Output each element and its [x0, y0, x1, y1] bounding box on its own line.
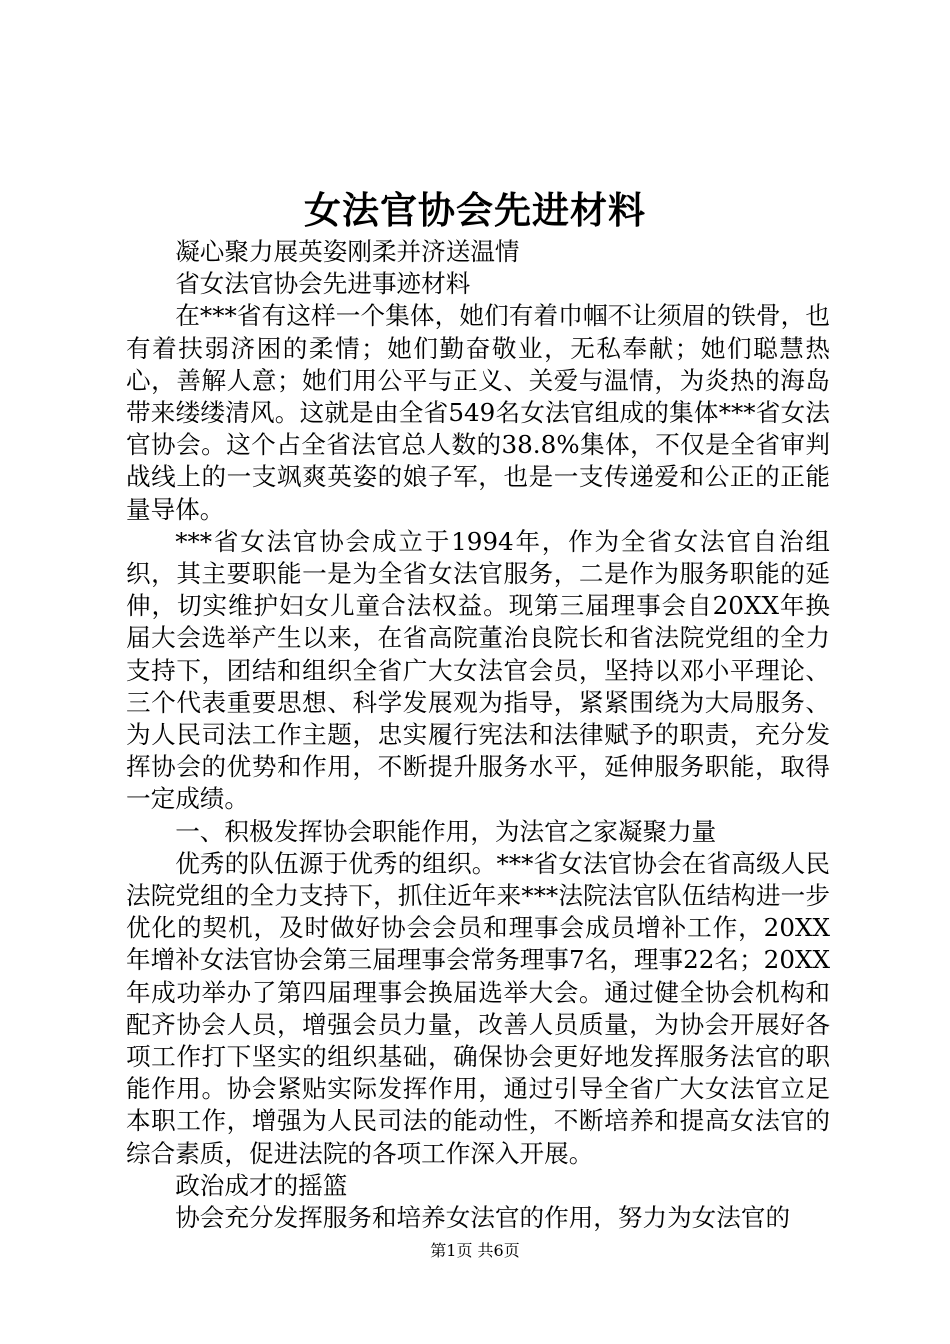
page-footer: 第1页 共6页: [430, 1241, 520, 1260]
document-title: 女法官协会先进材料: [304, 188, 646, 232]
body-paragraph: 在***省有这样一个集体，她们有着巾帼不让须眉的铁骨，也有着扶弱济困的柔情；她们勤奋敬业，无私奉献；她们聪慧热心，善解人意；她们用公平与正义、关爱与温情，为炎热的海岛带来缕缕清风。这就是由全省549名女法官组成的集体***省女法官协会。这个占全省法官总人数的38.8%集体，不仅是全省审判战线上的一支飒爽英姿的娘子军，也是一支传递爱和公正的正能量导体。: [126, 301, 830, 524]
document-body: [126, 236, 830, 1234]
subtitle-line: 省女法官协会先进事迹材料: [175, 269, 471, 299]
body-paragraph: 优秀的队伍源于优秀的组织。***省女法官协会在省高级人民法院党组的全力支持下，抓住近年来***法院法官队伍结构进一步优化的契机，及时做好协会会员和理事会成员增补工作，20XX年增补女法官协会第三届理事会常务理事7名，理事22名；20XX年成功举办了第四届理事会换届选举大会。通过健全协会机构和配齐协会人员，增强会员力量，改善人员质量，为协会开展好各项工作打下坚实的组织基础，确保协会更好地发挥服务法官的职能作用。协会紧贴实际发挥作用，通过引导全省广大女法官立足本职工作，增强为人民司法的能动性，不断培养和提高女法官的综合素质，促进法院的各项工作深入开展。: [126, 848, 830, 1168]
body-paragraph: 协会充分发挥服务和培养女法官的作用，努力为女法官的: [175, 1203, 791, 1233]
body-paragraph: ***省女法官协会成立于1994年，作为全省女法官自治组织，其主要职能一是为全省女法官服务，二是作为服务职能的延伸，切实维护妇女儿童合法权益。现第三届理事会自20XX年换届大会选举产生以来，在省高院董治良院长和省法院党组的全力支持下，团结和组织全省广大女法官会员，坚持以邓小平理论、三个代表重要思想、科学发展观为指导，紧紧围绕为大局服务、为人民司法工作主题，忠实履行宪法和法律赋予的职责，充分发挥协会的优势和作用，不断提升服务水平，延伸服务职能，取得一定成绩。: [126, 526, 830, 814]
section-heading: 政治成才的摇篮: [175, 1170, 348, 1200]
section-heading: 一、积极发挥协会职能作用，为法官之家凝聚力量: [175, 816, 717, 846]
subtitle-line: 凝心聚力展英姿刚柔并济送温情: [175, 237, 520, 266]
